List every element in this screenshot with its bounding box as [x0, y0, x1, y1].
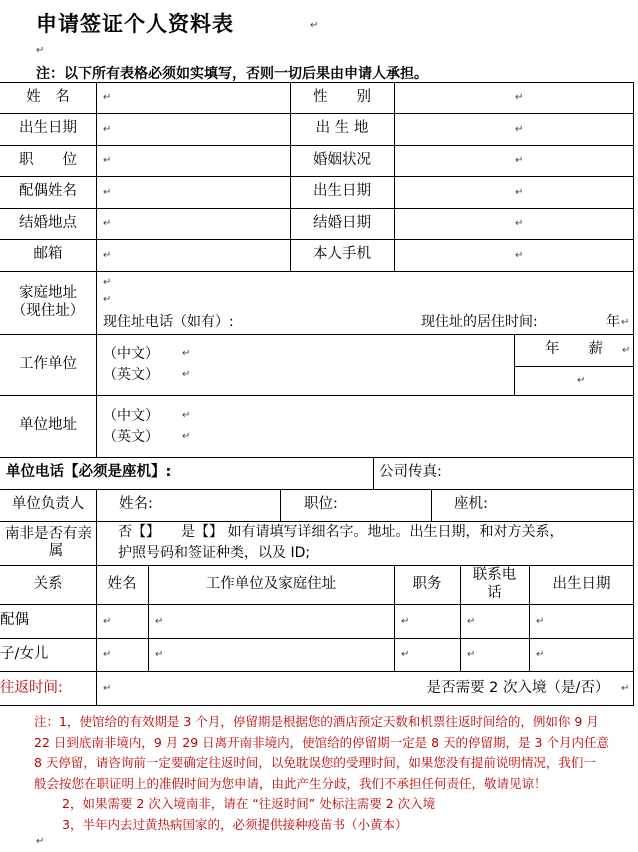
paragraph-mark: ↵ [103, 294, 112, 305]
col-header-contact [460, 565, 529, 604]
col-divider [96, 395, 97, 457]
paragraph-mark: ↵ [621, 317, 630, 328]
spouse-birth-cell[interactable]: ↵ [536, 615, 545, 627]
child-contact-cell[interactable]: ↵ [467, 649, 476, 660]
spouse-work-address-cell[interactable]: ↵ [155, 615, 164, 627]
wedding-place-field[interactable]: ↵ [103, 218, 112, 229]
employer-label: 工作单位 [19, 355, 77, 372]
col-divider [431, 489, 432, 521]
paragraph-mark: ↵ [36, 836, 45, 847]
footnote-line: 8 天停留，请咨询前一定要确定往返时间，以免耽误您的受理时间，如果您没有提前说明情况，我们一 [34, 755, 596, 770]
home-address-label-line2: （现住址） [11, 302, 85, 319]
birth-place-field[interactable]: ↵ [515, 123, 524, 135]
home-address-label-line1: 家庭地址 [19, 285, 77, 302]
relatives-question-line2: 护照号码和签证种类，以及 ID; [118, 545, 311, 561]
child-duty-cell[interactable]: ↵ [401, 649, 410, 660]
email-field[interactable]: ↵ [103, 249, 112, 261]
birth-date-field[interactable]: ↵ [103, 123, 112, 135]
address-english-field[interactable]: ↵ [182, 431, 191, 442]
employer-phone-label: 单位电话【必须是座机】: [6, 464, 172, 481]
col-header-contact-line1: 联系电 [472, 567, 517, 584]
return-time-field[interactable]: ↵ [103, 683, 112, 694]
footnotes [0, 712, 638, 835]
col-header-name: 姓名 [107, 575, 137, 592]
footnote-line: 2，如果需要 2 次入境南非，请在 “往返时间” 处标注需要 2 次入境 [62, 796, 436, 811]
spouse-birth-date-label: 出生日期 [313, 183, 371, 200]
relatives-label-line2: 属 [48, 543, 64, 559]
col-divider [96, 671, 97, 706]
child-name-cell[interactable]: ↵ [103, 649, 112, 660]
marital-status-label: 婚姻状况 [313, 151, 371, 168]
employer-english-label: （英文） [103, 367, 159, 383]
col-header-contact-line2: 话 [487, 584, 502, 601]
col-divider [394, 82, 395, 271]
col-divider [96, 521, 97, 565]
company-fax-label: 公司传真: [379, 464, 442, 481]
wedding-date-field[interactable]: ↵ [515, 218, 524, 229]
marital-status-field[interactable]: ↵ [515, 155, 524, 166]
relation-child: 子/女儿 [0, 645, 49, 662]
col-divider [96, 489, 97, 521]
relatives-question: 否【】 是【】 如有请填写详细名字。地址。出生日期，和对方关系， [118, 524, 564, 540]
employer-english-field[interactable]: ↵ [182, 369, 191, 380]
child-birth-cell[interactable]: ↵ [536, 649, 545, 660]
spouse-name-cell[interactable]: ↵ [103, 615, 112, 627]
spouse-birth-date-field[interactable]: ↵ [515, 186, 524, 198]
spouse-name-label: 配偶姓名 [19, 183, 77, 200]
mobile-label: 本人手机 [313, 246, 371, 263]
spouse-name-field[interactable]: ↵ [103, 186, 112, 198]
child-work-address-cell[interactable]: ↵ [155, 649, 164, 660]
col-divider [280, 489, 281, 521]
home-phone-label: 现住址电话（如有）: [103, 314, 234, 330]
occupation-label: 职 位 [19, 151, 77, 168]
home-address-label [0, 271, 96, 334]
relation-spouse: 配偶 [0, 612, 29, 629]
spouse-contact-cell[interactable]: ↵ [467, 615, 476, 627]
wedding-place-label: 结婚地点 [19, 214, 77, 231]
footnote-line: 注：1，使馆给的有效期是 3 个月，停留期是根据您的酒店预定天数和机票往返时间给的，例如你 9 月 [34, 714, 599, 729]
footnote-line: 3，半年内去过黄热病国家的，必须提供接种疫苗书（小黄本） [62, 816, 408, 832]
gender-field[interactable]: ↵ [515, 92, 524, 103]
relatives-label-line1: 南非是否有亲 [5, 525, 92, 542]
principal-name-label: 姓名: [119, 496, 153, 513]
wedding-date-label: 结婚日期 [313, 214, 371, 231]
residence-time-label: 现住址的居住时间: [421, 314, 538, 330]
return-time-label: 往返时间: [0, 679, 63, 696]
birth-place-label: 出 生 地 [315, 120, 369, 137]
col-header-duty: 职务 [412, 575, 442, 592]
name-field[interactable]: ↵ [103, 92, 112, 103]
address-chinese-field[interactable]: ↵ [182, 410, 191, 421]
paragraph-mark: ↵ [622, 345, 631, 356]
employer-chinese-field[interactable]: ↵ [182, 348, 191, 359]
name-label: 姓 名 [26, 88, 70, 105]
birth-date-label: 出生日期 [19, 120, 77, 137]
paragraph-mark: ↵ [310, 20, 319, 31]
principal-title-label: 职位: [304, 496, 338, 513]
occupation-field[interactable]: ↵ [103, 155, 112, 166]
principal-label: 单位负责人 [11, 496, 85, 513]
double-entry-field[interactable]: ↵ [621, 683, 630, 694]
footnote-line: 22 日到底南非境内，9 月 29 日离开南非境内，使馆给的停留期一定是 8 天的停留期，是 3 个月内任意 [34, 734, 609, 750]
application-form-table [0, 82, 634, 706]
address-english-label: （英文） [103, 429, 159, 445]
gender-label: 性 别 [313, 88, 371, 105]
form-title: 申请签证个人资料表 [36, 12, 234, 36]
email-label: 邮箱 [33, 246, 63, 263]
employer-chinese-label: （中文） [103, 346, 159, 362]
form-note: 注：以下所有表格必须如实填写，否则一切后果由申请人承担。 [36, 66, 428, 82]
spouse-duty-cell[interactable]: ↵ [401, 615, 410, 627]
col-divider [96, 82, 97, 395]
address-chinese-label: （中文） [103, 408, 159, 424]
col-header-work-address: 工作单位及家庭住址 [205, 575, 337, 592]
employer-address-label: 单位地址 [19, 417, 77, 434]
salary-divider [514, 366, 634, 367]
home-address-field[interactable]: ↵ [103, 277, 112, 288]
footnote-line: 般会按您在职证明上的准假时间为您申请，由此产生分歧，我们不承担任何责任，敬请见谅！ [34, 775, 547, 791]
paragraph-mark: ↵ [36, 45, 45, 56]
mobile-field[interactable]: ↵ [515, 249, 524, 261]
residence-years-unit: 年 [606, 314, 620, 330]
relatives-label [0, 521, 96, 565]
col-header-birth-date: 出生日期 [552, 575, 611, 592]
annual-salary-label: 年 薪 [545, 341, 603, 358]
double-entry-label: 是否需要 2 次入境（是/否） [426, 679, 610, 696]
principal-landline-label: 座机: [454, 496, 488, 513]
annual-salary-field[interactable]: ↵ [577, 375, 586, 386]
col-header-relation: 关系 [33, 575, 63, 592]
